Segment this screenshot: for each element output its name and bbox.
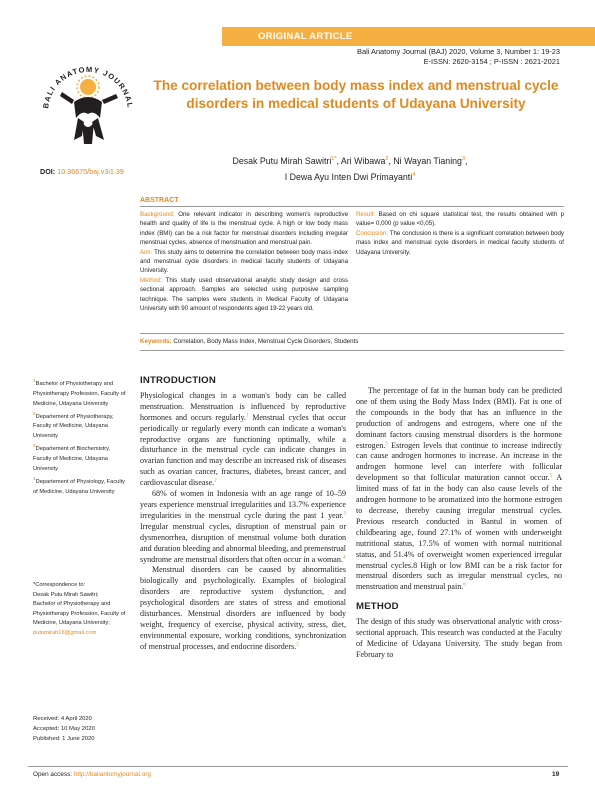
abstract <box>140 210 564 330</box>
journal-url-link[interactable]: http://baliantomyjournal.org <box>73 771 151 778</box>
footer-open-access <box>33 771 151 778</box>
author-3: , Ni Wayan Tianing <box>388 155 462 166</box>
keywords <box>140 338 358 345</box>
paragraph-text: Menstrual cycles that occur periodically or regularly every month can indicate a woman's reproductive organs are functioning optimally, while a disturbance in the menstrual cycle can indicate changes in ovarian function and may describe an increased risk of diseases such as ovarian cancer, fractures, diabetes, breast cancer, and cardiovascular disease. <box>140 412 346 488</box>
author-3-sup: 3 <box>461 156 466 162</box>
abstract-conclusion: The conclusion is there is a significant correlation between body mass index and menstrual cycle disorders in medical faculty students of Udayana University. <box>356 229 564 256</box>
citation-ref[interactable]: 1 <box>246 413 249 419</box>
paragraph-4 <box>356 386 562 593</box>
citation-ref[interactable]: 5 <box>549 473 553 479</box>
author-sep: , <box>465 155 468 166</box>
author-1-sup: 1* <box>331 156 337 162</box>
body-column-1 <box>140 376 346 653</box>
affiliation-text: Bachelor of Physiotherapy and Physiotherapy Profession, Faculty of Medicine, Udayana University <box>33 380 126 407</box>
journal-info <box>357 47 560 67</box>
affiliation-text: Departement of Biochemistry, Faculty of Medicine, Udayana University <box>33 446 111 472</box>
correspondence-heading: *Correspondence to: <box>33 582 86 588</box>
author-4-sup: 4 <box>412 171 416 178</box>
keywords-bottom-rule <box>140 350 564 351</box>
author-4: I Dewa Ayu Inten Dwi Primayanti <box>284 171 413 182</box>
citation-ref[interactable]: 2 <box>296 642 299 648</box>
affiliation-sup: 1 <box>33 379 36 384</box>
paragraph-5: The design of this study was observational analytic with cross-sectional approach. This research was conducted at the Faculty of Medicine of Udayana University. The study began from February to <box>356 617 562 659</box>
author-2: , Ari Wibawa <box>336 155 386 166</box>
date-accepted: Accepted: 10 May 2020 <box>33 725 95 732</box>
journal-citation: Bali Anatomy Journal (BAJ) 2020, Volume 3, Number 1: 19-23 <box>357 47 560 56</box>
body-column-2 <box>356 386 562 661</box>
abstract-top-rule <box>140 206 564 207</box>
abstract-method-label: Method: <box>140 276 163 284</box>
affiliation-3 <box>33 442 129 475</box>
abstract-heading: ABSTRACT <box>140 197 179 204</box>
author-line-1 <box>190 152 510 168</box>
affiliation-text: Departement of Physiotherapy, Faculty of Medicine, Udayana University <box>33 413 114 440</box>
doi-link[interactable]: 10.36675/baj.v3i1.39 <box>57 167 124 176</box>
publication-dates <box>33 715 95 744</box>
correspondence-affiliation: Bachelor of Physiotherapy and Physiotherapy Profession, Faculty of Medicine, Udayana University; <box>33 601 126 627</box>
correspondence <box>33 581 133 639</box>
citation-ref[interactable]: 5 <box>385 440 388 446</box>
correspondence-email[interactable]: putumirah16@gmail.com <box>33 629 97 636</box>
open-access-label: Open access: <box>33 771 74 778</box>
abstract-method: This study used observational analytic study design and cross sectional approach. Samples are selected using purposive sampling technique. The samples were students in Medical Faculty of Udayana University with 90 amount of respondents aged 19-22 years old. <box>140 276 348 313</box>
affiliation-text: Departement of Physiology, Faculty of Medicine, Udayana University <box>33 478 126 495</box>
date-published: Published: 1 June 2020 <box>33 735 95 742</box>
keywords-top-rule <box>140 333 564 334</box>
abstract-result-label: Result: <box>356 211 376 218</box>
paragraph-3 <box>140 565 346 652</box>
introduction-heading: INTRODUCTION <box>140 375 216 386</box>
affiliation-2 <box>33 410 129 443</box>
journal-logo <box>34 52 142 160</box>
affiliation-sup: 4 <box>33 476 36 482</box>
correspondence-name: Desak Putu Mirah Sawitri; <box>33 591 99 598</box>
abstract-col-left <box>140 210 348 313</box>
citation-ref[interactable]: 4 <box>342 554 346 560</box>
paragraph-text: Menstrual disorders can be caused by abnormalities biologically and psychologically. Examples of biological disorders are reproductive system dysfunction, and psychological disorders are states of stress and emotional disturbances. Menstrual disorders are influenced by body weight, frequency of exercise, physical activity, stress, diet, environmental exposure, working conditions, synchronization of menstrual processes, and endocrine disorders. <box>140 565 346 651</box>
abstract-background: One relevant indicator in describing women's reproductive health and quality of life is the menstrual cycle. A high or low body mass index (BMI) can be a risk factor for menstrual disorders including irregular menstrual cycles, absence of menstruation and menstrual pain. <box>140 211 348 247</box>
citation-ref[interactable]: 2 <box>214 478 217 484</box>
method-heading: METHOD <box>356 601 399 613</box>
citation-ref[interactable]: 6 <box>463 582 466 588</box>
affiliation-4 <box>33 475 129 498</box>
article-type-banner <box>222 27 595 46</box>
article-type-label: ORIGINAL ARTICLE <box>258 31 353 42</box>
author-2-sup: 2 <box>385 156 389 162</box>
article-title: The correlation between body mass index and menstrual cycle disorders in medical students of Udayana University <box>153 78 559 111</box>
paragraph-text: Physiological changes in a woman's body can be called menstruation. Menstruation is influenced by reproductive hormones and occurs regularly. <box>140 390 346 422</box>
svg-text:BALI ANATOMY JOURNAL: BALI ANATOMY JOURNAL <box>41 64 135 110</box>
abstract-background-label: Background: <box>140 211 175 218</box>
abstract-aim: This study aims to determine the correlation between body mass index and menstrual cycle disorders in medical faculty students of Udayana University. <box>140 248 348 275</box>
paragraph-2 <box>140 489 346 565</box>
journal-issn: E-ISSN: 2620-3154 ; P-ISSN : 2621-2021 <box>423 57 560 66</box>
keywords-label: Keywords: <box>140 338 172 345</box>
paragraph-text: A limited mass of fat in the body can also cause levels of the androgen hormone to be aromatized into the hormone estrogen to decrease, thereby causing irregular menstrual cycles. Previous research conducted in Bantul in women of childbearing age, found 27.1% of women with underweight nutritional status, 17.5% of women with normal nutritional status, and 51.4% of overweight women experienced irregular menstrual cycles.8 High or low BMI can be a risk factor for menstrual disorders such as irregular menstrual cycles, no menstruation and menstrual pain. <box>356 473 562 592</box>
abstract-col-right <box>356 210 564 257</box>
doi-label: DOI: <box>40 167 56 176</box>
abstract-result: Based on chi square statistical test, the results obtained with p value= 0,000 (p value <0,05). <box>356 211 564 228</box>
page-number: 19 <box>552 771 560 778</box>
date-received: Received: 4 April 2020 <box>33 716 92 722</box>
paragraph-text: The percentage of fat in the human body can be predicted one of them using the Body Mass Index (BMI). Fat is one of the compounds in the body that has an influence in the production of androgens and estrogens, where one of the dominant factors causing menstrual disorders is the hormone estrogen. <box>356 386 562 450</box>
paragraph-text: Irregular menstrual cycles, disruption of menstrual pain or dysmenorrhea, disruption of menstrual volume both duration and duration bleeding and abnormal bleeding, and premenstrual syndrome are menstrual disorders that often occur in a woman. <box>140 521 346 564</box>
footer-rule <box>28 766 568 767</box>
citation-ref[interactable]: 3 <box>343 511 346 517</box>
abstract-aim-label: Aim: <box>140 248 153 256</box>
affiliation-sup: 2 <box>33 411 36 417</box>
author-1: Desak Putu Mirah Sawitri <box>232 155 332 166</box>
affiliation-sup: 3 <box>33 444 36 450</box>
paragraph-1 <box>140 391 346 489</box>
affiliation-1 <box>33 377 129 410</box>
paragraph-text: Estrogen levels that continue to increase indirectly can cause androgen hormones to increase. An increase in the androgen hormone level can interfere with follicular development so that follicular maturation cannot occur. <box>356 440 562 483</box>
abstract-conclusion-label: Conclusion: <box>356 229 389 237</box>
author-list <box>190 152 510 184</box>
paragraph-text: 68% of women in Indonesia with an age range of 10–59 years experience menstrual irregularities and 13.7% experience irregularities in the menstrual cycle during the past 1 year. <box>140 489 346 520</box>
keywords-value: Correlation, Body Mass Index, Menstrual Cycle Disorders, Students <box>171 338 359 345</box>
doi <box>40 167 124 176</box>
author-line-2 <box>190 168 510 184</box>
affiliations <box>33 377 129 498</box>
